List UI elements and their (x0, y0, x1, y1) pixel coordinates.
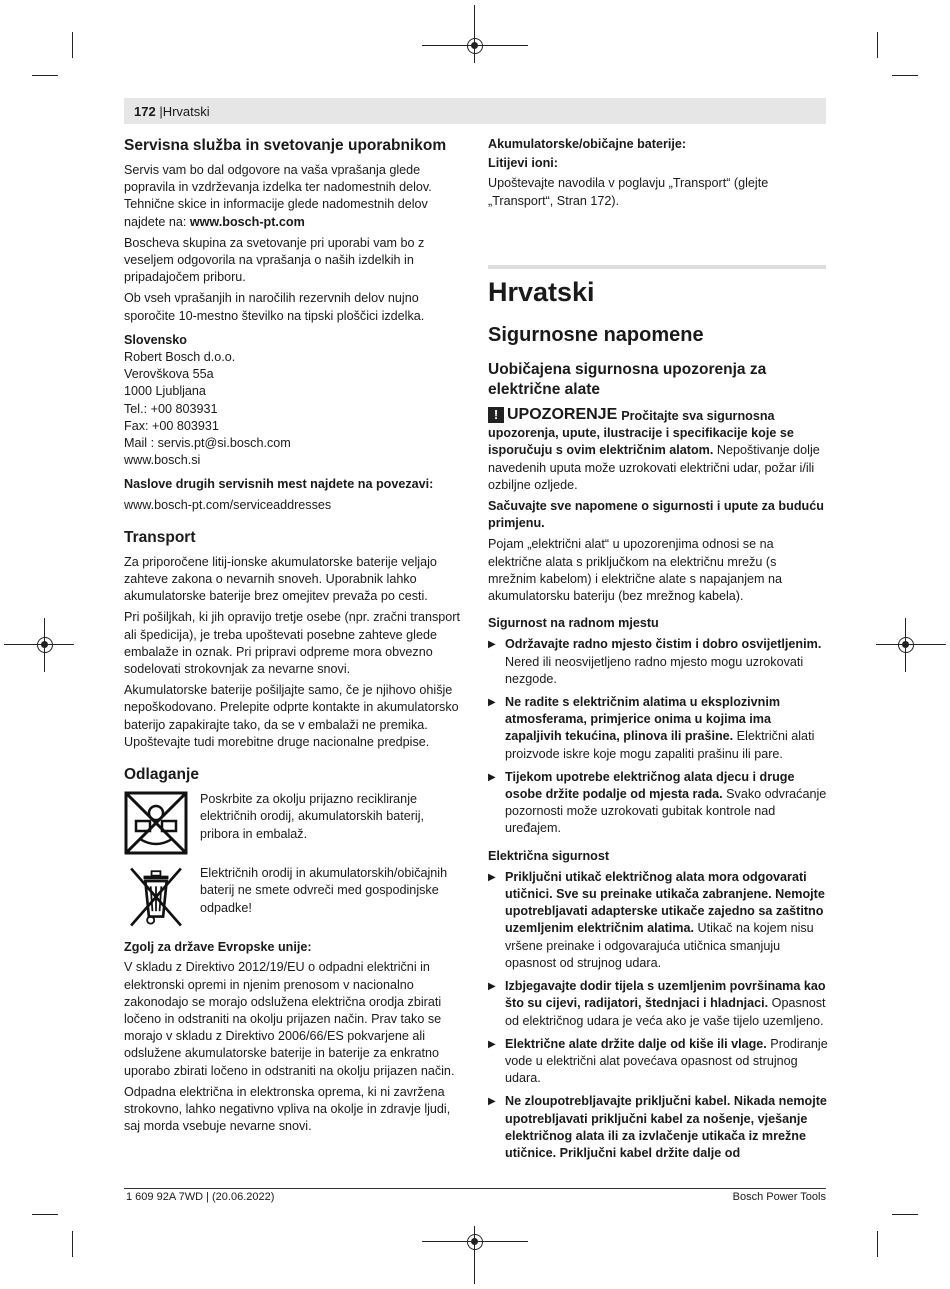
croatian-section (488, 276, 828, 1168)
transport-title: Transport (124, 528, 196, 546)
crop-mark (32, 1214, 58, 1215)
address-line: Fax: +00 803931 (124, 418, 219, 433)
warning-label (488, 406, 617, 423)
safety-title: Sigurnosne napomene (488, 324, 704, 346)
eu-paragraph: Odpadna električna in elektronska oprema, ki ni zavržena strokovno, lahko negativno vpliva na okolje in zdravje ljudi, saj morda vsebuje nevarne snovi. (124, 1084, 451, 1134)
crossed-bin-icon (124, 865, 188, 929)
warning-label-text: UPOZORENJE (507, 406, 618, 423)
service-paragraph: Ob vseh vprašanjih in naročilih rezervnih delov nujno sporočite 10-mestno številko na tipski ploščici izdelka. (124, 291, 425, 323)
liion-title: Litijevi ioni: (488, 156, 558, 171)
crop-mark (877, 1231, 878, 1257)
item-text: Opasnost od električnog udara je veća ako je vaše tijelo uzemljeno. (505, 996, 826, 1028)
eu-paragraph: V skladu z Direktivo 2012/19/EU o odpadni električni in elektronski opremi in njenim prenosom v nacionalno zakonodajo se morajo odslužena električna orodja zbirati ločeno in odstraniti na okolju prijazen način. Prav tako se morajo v skladu z Direktivo 2006/66/ES pokvarjene ali odslužene akumulatorske baterije in baterije za enkratno uporabo zbirati ločeno in odstraniti na okolju prijazen način. (124, 960, 455, 1078)
registration-mark-icon (898, 637, 914, 653)
other-service-title: Naslove drugih servisnih mest najdete na povezavi: (124, 477, 434, 492)
service-text: Servis vam bo dal odgovore na vaša vprašanja glede popravila in vzdrževanja izdelka ter nadomestnih delov. Tehnične skice in informacije glede nadomestnih delov najdete na: (124, 163, 432, 229)
registration-mark-icon (37, 637, 53, 653)
registration-mark-icon (467, 38, 483, 54)
transport-paragraph: Akumulatorske baterije pošiljajte samo, če je njihovo ohišje nepoškodovano. Prelepite odprte kontakte in akumulatorsko baterijo zapakirajte tako, da se v embalaži ne premika. Upoštevajte tudi morebitne druge nacionalne predpise. (124, 683, 459, 749)
service-title: Servisna služba in svetovanje uporabnikom (124, 137, 447, 154)
page-number: 172 (134, 104, 156, 119)
crop-mark (892, 75, 918, 76)
address-line[interactable]: Mail : servis.pt@si.bosch.com (124, 436, 291, 451)
list-item (488, 769, 828, 838)
disposal-item (124, 791, 464, 855)
item-bold: Električne alate držite dalje od kiše ili vlage. (505, 1036, 767, 1051)
transport-paragraph: Pri pošiljkah, ki jih opravijo tretje osebe (npr. zračni transport ali špedicija), je treba upoštevati posebne zahteve glede embalaže in oznak. Pri pripravi odpreme mora obvezno sodelovati strokovnjak za nevarne snovi. (124, 610, 460, 677)
warning-text: Nepoštivanje dolje navedenih uputa može uzrokovati električni udar, požar i/ili ozbiljne ozljede. (488, 443, 820, 492)
footer-rule (124, 1188, 826, 1189)
registration-mark-icon (467, 1234, 483, 1250)
footer-document-id: 1 609 92A 7WD | (20.06.2022) (126, 1191, 275, 1203)
warning-paragraph (488, 408, 828, 494)
item-text: Nered ili neosvijetljeno radno mjesto mogu uzrokovati nezgode. (505, 654, 804, 686)
language-title: Hrvatski (488, 277, 595, 307)
keep-instructions: Sačuvajte sve napomene o sigurnosti i upute za buduću primjenu. (488, 499, 824, 531)
transport-paragraph: Za priporočene litij-ionske akumulatorske baterije veljajo zahteve zakona o nevarnih snoveh. Uporabnik lahko akumulatorske baterije brez omejitev prevaža po cesti. (124, 554, 437, 604)
address-line: Verovškova 55a (124, 367, 214, 382)
address-country: Slovensko (124, 332, 187, 347)
crop-mark (877, 32, 878, 58)
list-item (488, 1093, 828, 1162)
other-service-url[interactable]: www.bosch-pt.com/serviceaddresses (124, 497, 332, 512)
item-text: Utikač na kojem nisu vršene preinake i odgovarajuća utičnica smanjuju opasnost od strujnog udara. (505, 921, 814, 970)
electric-title: Električna sigurnost (488, 848, 610, 863)
header-language: Hrvatski (162, 104, 210, 119)
service-paragraph: Boscheva skupina za svetovanje pri uporabi vam bo z veseljem odgovorila na vprašanja o naših izdelkih in pripadajočem priboru. (124, 235, 425, 285)
electric-list (488, 869, 828, 1162)
address-line: Tel.: +00 803931 (124, 401, 218, 416)
general-warnings-title: Uobičajena sigurnosna upozorenja za električne alate (488, 361, 767, 398)
crop-mark (72, 32, 73, 58)
address-line: Robert Bosch d.o.o. (124, 350, 236, 365)
term-definition: Pojam „električni alat“ u upozorenjima odnosi se na električne alata s priključkom na električnu mrežu (s mrežnim kabelom) i električne alate s napajanjem na akumulatorsku bateriju (bez mrežnog kabela). (488, 537, 782, 604)
item-text: Svako odvraćanje pozornosti može uzrokovati gubitak kontrole nad uređajem. (505, 787, 827, 836)
item-text: Prodiranje vode u električni alat povećava opasnost od strujnog udara. (505, 1036, 828, 1086)
eu-title: Zgolj za države Evropske unije: (124, 940, 312, 955)
section-divider (488, 265, 826, 269)
item-bold: Tijekom upotrebe električnog alata djecu i druge osobe držite podalje od mjesta rada. (505, 769, 795, 802)
service-paragraph (124, 162, 464, 231)
disposal-item (124, 865, 464, 929)
page-header (134, 104, 210, 119)
batteries-title: Akumulatorske/običajne baterije: (488, 137, 687, 151)
liion-text: Upoštevajte navodila v poglavju „Transport“ (glejte „Transport“, Stran 172). (488, 176, 769, 208)
list-item (488, 636, 828, 688)
item-bold: Izbjegavajte dodir tijela s uzemljenim površinama kao što su cijevi, radijatori, štednjaci i hladnjaci. (505, 979, 826, 1011)
list-item (488, 869, 828, 972)
address-line[interactable]: www.bosch.si (124, 453, 201, 468)
header-separator: | (159, 104, 163, 119)
disposal-text: Poskrbite za okolju prijazno recikliranje električnih orodij, akumulatorskih baterij, pribora in embalaž. (200, 792, 424, 841)
crop-mark (72, 1231, 73, 1257)
list-item (488, 1036, 828, 1088)
workplace-list (488, 636, 828, 837)
item-text: Električni alati proizvode iskre koje mogu zapaliti prašinu ili pare. (505, 729, 815, 761)
workplace-title: Sigurnost na radnom mjestu (488, 616, 659, 631)
disposal-title: Odlaganje (124, 766, 199, 784)
footer-brand: Bosch Power Tools (732, 1191, 826, 1203)
warning-bold-text: Pročitajte sva sigurnosna upozorenja, upute, ilustracije i specifikacije koje se isporučuju s ovim električnim alatom. (488, 409, 794, 458)
list-item (488, 978, 828, 1030)
crop-mark (32, 75, 58, 76)
warning-triangle-icon (488, 407, 504, 423)
item-bold: Ne zloupotrebljavajte priključni kabel. Nikada nemojte upotrebljavati priključni kabel za nošenje, vješanje električnog alata ili za izvlačenje utikača iz mrežne utičnice. Priključni kabel držite dalje od (505, 1094, 827, 1160)
registration-line (474, 5, 475, 63)
service-link[interactable]: www.bosch-pt.com (189, 214, 305, 229)
address-line: 1000 Ljubljana (124, 384, 206, 399)
item-bold: Održavajte radno mjesto čistim i dobro osvijetljenim. (505, 637, 822, 652)
left-column (124, 136, 464, 1139)
recycling-symbol-icon (124, 791, 188, 855)
right-column (488, 136, 828, 214)
list-item (488, 694, 828, 763)
crop-mark (892, 1214, 918, 1215)
item-bold: Priključni utikač električnog alata mora odgovarati utičnici. Sve su preinake utikača zabranjene. Nemojte upotrebljavati adapterske utikače zajedno sa zaštitno uzemljenim električnim alatima. (505, 869, 825, 936)
item-bold: Ne radite s električnim alatima u eksplozivnim atmosferama, primjerice onima u kojima ima zapaljivih tekućina, plinova ili prašine. (505, 695, 781, 744)
header-bar (124, 98, 826, 124)
disposal-text: Električnih orodij in akumulatorskih/običajnih baterij ne smete odvreči med gospodinjske odpadke! (200, 866, 448, 915)
